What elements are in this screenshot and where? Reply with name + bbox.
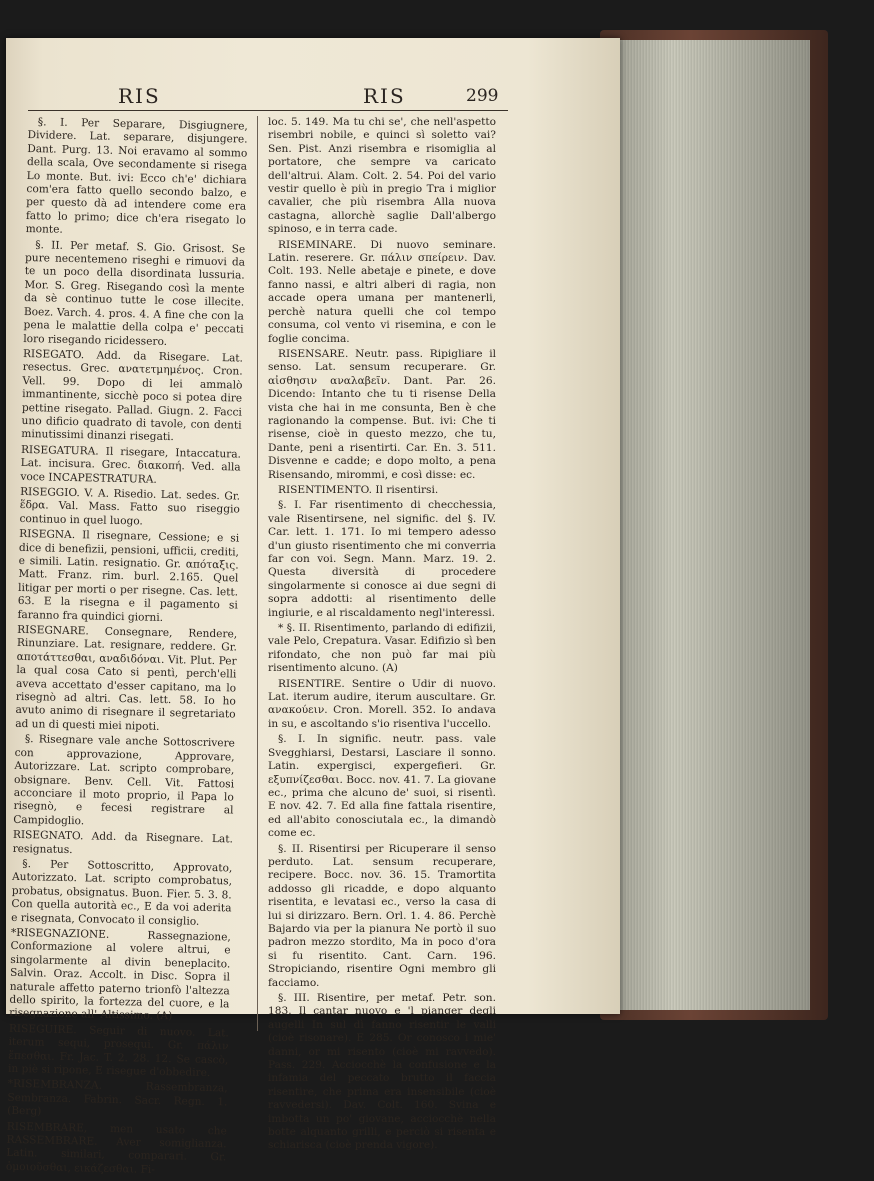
entry: §. Risegnare vale anche Sottoscrivere con approvazione, Approvare, Autorizzare. Lat. scripto comprobare, obsignare. Benv. Cell. Vit. Fattosi acconciare il moto proprio, il Papa lo risegnò, e fecesi registrare al Campidoglio. bbox=[13, 733, 236, 828]
dictionary-page bbox=[5, 38, 620, 1176]
entry: * §. II. Risentimento, parlando di edifizii, vale Pelo, Crepatura. Vasar. Edifizio sì ben rifondato, che non può far mai più risentimento alcuno. (A) bbox=[268, 622, 496, 675]
entry: §. II. Risentirsi per Ricuperare il senso perduto. Lat. sensum recuperare, recipere. Bocc. nov. 36. 15. Tramortita addosso gli ricadde, e dopo alquanto risentita, e levatasi ec., verso la casa di lui si dirizzaro. Bern. Orl. 1. 4. 86. Perchè Bajardo via per la pianura Ne portò il suo padron mezzo stordito, Ma in poco d'ora si fu risentito. Cant. Carn. 196. Stropiciando, risentire Ogni membro gli facciamo. bbox=[268, 842, 496, 989]
right-column bbox=[268, 116, 496, 1155]
entry: RISEGGIO. V. A. Risedio. Lat. sedes. Gr. ἕδρα. Val. Mass. Fatto suo riseggio continuo in quel luogo. bbox=[19, 485, 241, 528]
entry: RISEGATURA. Il risegare, Intaccatura. Lat. incisura. Grec. διακοπή. Ved. alla voce INCAPESTRATURA. bbox=[20, 443, 242, 486]
entry: *RISEMBRANZA. Rassembranza, Sembranza. Fabrin. Sacr. Regn. 1. (Berg) bbox=[7, 1078, 228, 1118]
header-rule bbox=[28, 110, 508, 111]
entry: RISEGATO. Add. da Risegare. Lat. resectus. Grec. ανατετμημένος. Cron. Vell. 99. Dopo di lei ammalò immantinente, sicchè poco si potea dire pettine risegato. Pallad. Giugn. 2. Facci uno dificio quadrato di tavole, con denti minutissimi dinanzi risegati. bbox=[21, 347, 244, 444]
entry: RISEGNA. Il risegnare, Cessione; e si dice di benefizii, pensioni, ufficii, crediti, e simili. Latin. resignatio. Gr. απόταξις. Matt. Franz. rim. burl. 2.165. Quel litigar per morti o per risegne. Cas. lett. 63. E la risegna e il pagamento si faranno fra quindici giorni. bbox=[17, 528, 240, 624]
header-right-word: RIS bbox=[363, 84, 406, 108]
page-number: 299 bbox=[466, 86, 499, 106]
entry: §. I. Far risentimento di checchessia, vale Risentirsene, nel signific. del §. IV. Car. lett. 1. 171. Io mi tempero adesso d'un giusto risentimento che mi converria far con voi. Segn. Mann. Marz. 19. 2. Questa diversità di procedere singolarmente si conosce ai due segni di sopra addotti: al risentimento delle ingiurie, e al riscaldamento negl'interessi. bbox=[268, 499, 496, 619]
entry: RISEGNATO. Add. da Risegnare. Lat. resignatus. bbox=[12, 828, 234, 856]
column-divider bbox=[257, 116, 258, 1031]
entry: RISENTIRE. Sentire o Udir di nuovo. Lat. iterum audire, iterum auscultare. Gr. ανακούειν. Cron. Morell. 352. Io andava in su, e ascoltando s'io risentiva l'uccello. bbox=[268, 677, 496, 730]
entry: §. I. In signific. neutr. pass. vale Svegghiarsi, Destarsi, Lasciare il sonno. Latin. expergisci, expergefieri. Gr. εξυπνίζεσθαι. Bocc. nov. 41. 7. La giovane ec., prima che alcuno de' suoi, si risentì. E nov. 42. 7. Ed alla fine fattala risentire, ed all'abito conosciutala ec., la dimandò come ec. bbox=[268, 733, 496, 840]
entry: *RISEGNAZIONE. Rassegnazione, Conformazione al volere altrui, e singolarmente al divin beneplacito. Salvin. Oraz. Accolt. in Disc. Sopra il naturale affetto paterno trionfò l'altezza dello spirito, la fortezza del cuore, e la risegnazione all' Altissimo. (A) bbox=[9, 926, 231, 1023]
entry: §. II. Per metaf. S. Gio. Grisost. Se pure necentemeno riseghi e rimuovi da te un poco della disordinata lussuria. Mor. S. Greg. Risegando così la mente da sè continuo tutte le cose illecite. Boez. Varch. 4. pros. 4. A fine che con la pena le malattie della colpa e' peccati loro risegando ricidessero. bbox=[23, 238, 246, 348]
entry: RISEGNARE. Consegnare, Rendere, Rinunziare. Lat. resignare, reddere. Gr. αποτάττεσθαι, αναδιδόναι. Vit. Plut. Per la qual cosa Cato si pentì, perch'elli aveva accettato d'esser capitano, ma lo risegnò ad altri. Cas. lett. 58. Io ho avuto animo di risegnare il segretariato ad un di questi miei nipoti. bbox=[15, 623, 238, 733]
entry: §. III. Risentire, per metaf. Petr. son. 183. Il cantar nuovo e 'l pianger degli augelli In sul dì fanno risentir le valli (cioè risonare). E 285. Or conosco i mie' danni, or mi risento (cioè mi ravvedo). Pass. 229. Acciocchè la confusione e la infamia del peccato brutto il faccia risentire, che prima era insensibile (cioè ravvedersi). Dav. Colt. 160. Svina e imbotta un po' giovane, acciocchè nella botte alquanto grilli, e perciò si risenta e schiarisca (cioè prenda vigore). bbox=[268, 992, 496, 1152]
entry: §. Per Sottoscritto, Approvato, Autorizzato. Lat. scripto comprobatus, probatus, obsignatus. Buon. Fier. 5. 3. 8. Con quella autorità ec., E da voi aderita e risegnata, Convocato il consiglio. bbox=[11, 857, 233, 928]
entry: RISEMBRARE, men usato che RASSEMBRARE. Aver somiglianza. Latin. similari, comparari. Gr. ὁμοιοῦσθαι, εικάζεσθαι. Fi- bbox=[5, 1120, 227, 1176]
left-column bbox=[6, 116, 248, 1181]
entry: loc. 5. 149. Ma tu chi se', che nell'aspetto risembri nobile, e quinci sì soletto vai? Sen. Pist. Anzi risembra e risomiglia al portatore, che sempre va caricato dell'altrui. Alam. Colt. 2. 54. Poi del vario vestir quello è più in pregio Tra i miglior cavalier, che più risembra Alla nuova castagna, allorchè saglie Dall'albergo spinoso, e in terra cade. bbox=[268, 116, 496, 236]
entry: §. I. Per Separare, Disgiugnere, Dividere. Lat. separare, disjungere. Dant. Purg. 13. Noi eravamo al sommo della scala, Ove secondamente si risega Lo monte. But. ivi: Ecco ch'e' dichiara com'era fatto quello secondo balzo, e per questo dà ad intendere come era fatto lo primo; dice ch'era risegato lo monte. bbox=[25, 116, 248, 237]
running-header bbox=[6, 84, 620, 108]
entry: RISEMINARE. Di nuovo seminare. Latin. reserere. Gr. πάλιν σπείρειν. Dav. Colt. 193. Nelle abetaje e pinete, e dove fanno nassi, e altri alberi di ragia, non accade opera umana per mantenerli, perchè natura quelli che col tempo consuma, col vento vi risemina, e con le foglie concima. bbox=[268, 238, 496, 345]
header-left-word: RIS bbox=[118, 84, 161, 108]
entry: RISENSARE. Neutr. pass. Ripigliare il senso. Lat. sensum recuperare. Gr. αἰσθησιν αναλαβεῖν. Dant. Par. 26. Dicendo: Intanto che tu ti risense Della vista che hai in me consunta, Ben è che ragionando la compense. But. ivi: Che ti risense, cioè in questo mezzo, che tu, Dante, peni a risentirti. Car. En. 3. 511. Disvenne e cadde; e dopo molto, a pena Risensando, mirommi, e così disse: ec. bbox=[268, 347, 496, 481]
entry: RISEGUIRE. Seguir di nuovo. Lat. iterum sequi, prosequi. Gr. πάλιν ἕπεσθαι. Fr. Jac. T. 2. 28. 12. Se cascò, in piè si ripone, E risegue d'obbedire. bbox=[7, 1022, 229, 1080]
page-block-edge bbox=[612, 40, 810, 1010]
entry: RISENTIMENTO. Il risentirsi. bbox=[278, 483, 439, 496]
